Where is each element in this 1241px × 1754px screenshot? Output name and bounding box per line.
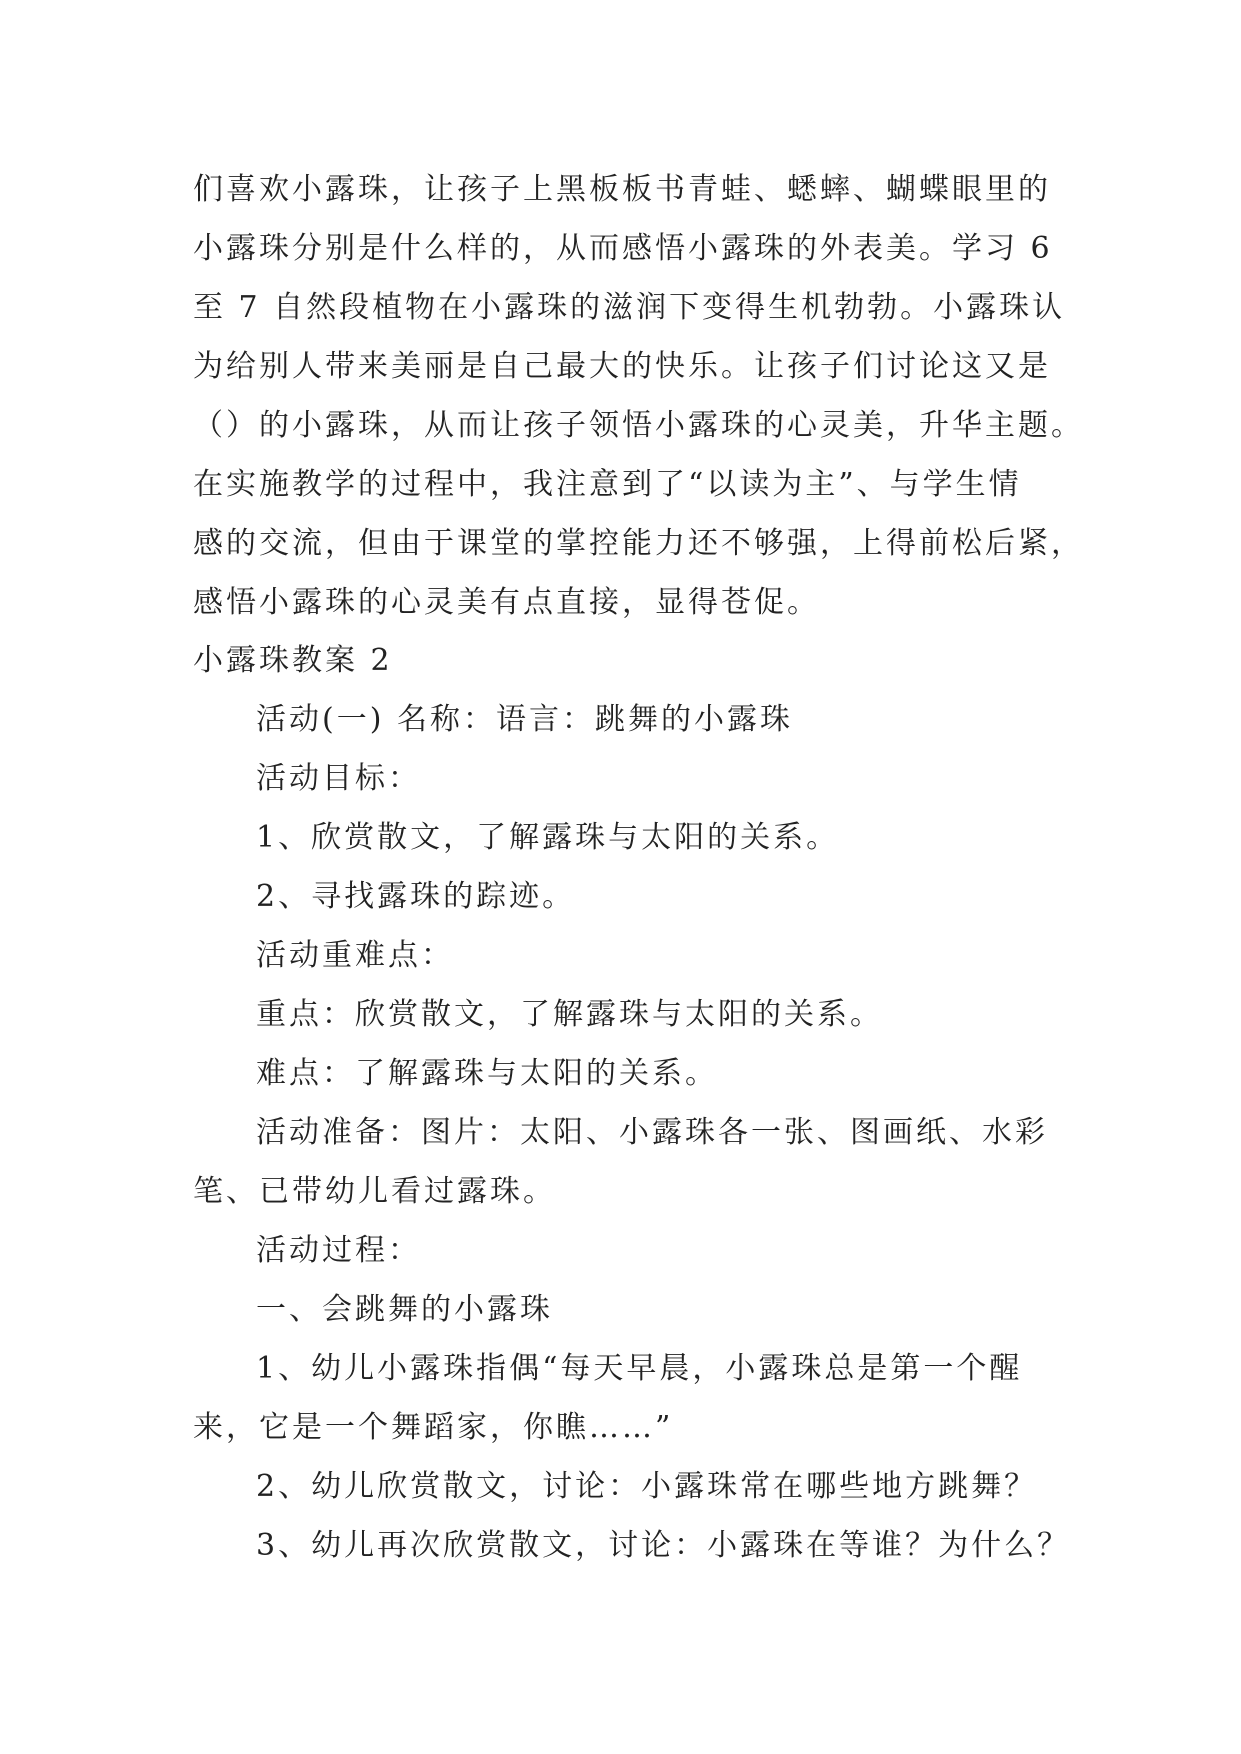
text-line: 们喜欢小露珠，让孩子上黑板板书青蛙、蟋蟀、蝴蝶眼里的 — [193, 172, 1051, 207]
text-line: 感的交流，但由于课堂的掌控能力还不够强，上得前松后紧， — [193, 526, 1084, 561]
text-line: 来，它是一个舞蹈家，你瞧……” — [193, 1410, 674, 1445]
text-line: 1、幼儿小露珠指偶“每天早晨，小露珠总是第一个醒 — [256, 1351, 1023, 1386]
section-heading: 小露珠教案 2 — [193, 643, 393, 678]
text-line: 活动重难点： — [256, 938, 454, 973]
text-line: 难点：了解露珠与太阳的关系。 — [256, 1056, 718, 1091]
text-line: 活动(一) 名称：语言：跳舞的小露珠 — [256, 702, 793, 737]
text-line: 1、欣赏散文，了解露珠与太阳的关系。 — [256, 820, 840, 855]
text-line: 一、会跳舞的小露珠 — [256, 1292, 553, 1327]
text-line: 2、幼儿欣赏散文，讨论：小露珠常在哪些地方跳舞？ — [256, 1469, 1038, 1504]
text-line: 活动准备：图片：太阳、小露珠各一张、图画纸、水彩 — [256, 1115, 1048, 1150]
text-line: 2、寻找露珠的踪迹。 — [256, 879, 576, 914]
document-body — [193, 160, 1084, 1575]
text-line: 活动过程： — [256, 1233, 421, 1268]
text-line: 感悟小露珠的心灵美有点直接，显得苍促。 — [193, 585, 820, 620]
text-line: 3、幼儿再次欣赏散文，讨论：小露珠在等谁？为什么？ — [256, 1528, 1071, 1563]
text-line: 笔、已带幼儿看过露珠。 — [193, 1174, 556, 1209]
text-line: 为给别人带来美丽是自己最大的快乐。让孩子们讨论这又是 — [193, 349, 1051, 384]
text-line: 活动目标： — [256, 761, 421, 796]
text-line: 在实施教学的过程中，我注意到了“以读为主”、与学生情 — [193, 467, 1022, 502]
text-line: 小露珠分别是什么样的，从而感悟小露珠的外表美。学习 6 — [193, 231, 1053, 266]
text-line: 重点：欣赏散文，了解露珠与太阳的关系。 — [256, 997, 883, 1032]
text-line: （）的小露珠，从而让孩子领悟小露珠的心灵美，升华主题。 — [193, 408, 1084, 443]
text-line: 至 7 自然段植物在小露珠的滋润下变得生机勃勃。小露珠认 — [193, 290, 1066, 325]
